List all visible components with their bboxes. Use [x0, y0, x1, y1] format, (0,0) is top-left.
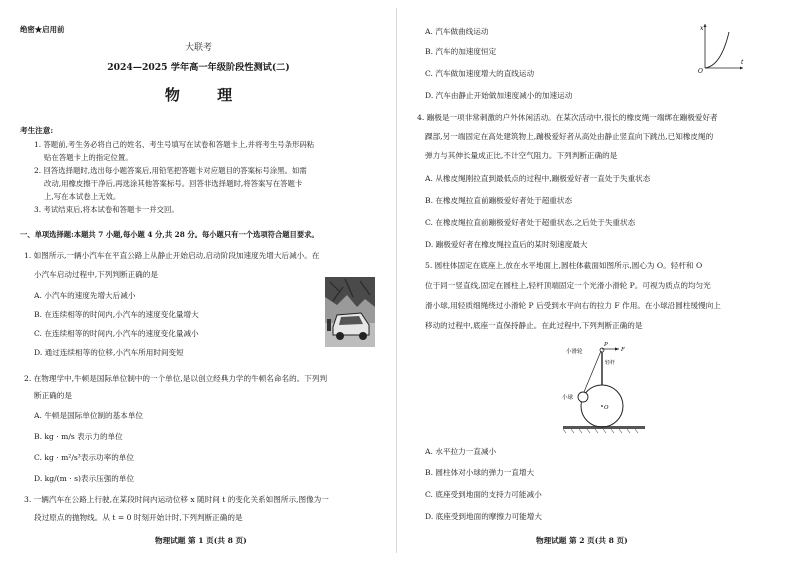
page-footer: 物理试题 第 2 页(共 8 页): [536, 536, 628, 545]
question-2-option-d: D. kg/(m · s)表示压强的单位: [34, 474, 135, 483]
question-5-option-d: D. 底座受到地面的摩擦力可能增大: [425, 512, 542, 521]
section-heading: 一、单项选择题:本题共 7 小题,每小题 4 分,共 28 分。每小题只有一个选项符合题目要求。: [20, 230, 319, 239]
organizer-title: 大联考: [184, 43, 212, 53]
question-4-option-b: B. 在橡皮绳拉直前蹦极爱好者处于超重状态: [425, 196, 573, 205]
question-4-option-c: C. 在橡皮绳拉直前蹦极爱好者处于超重状态,之后处于失重状态: [425, 218, 636, 227]
question-5-stem: 滑小球,用轻质细绳绕过小滑轮 P 后受到水平向右的拉力 F 作用。在小球沿圆柱缓慢向上: [425, 301, 721, 310]
question-5-option-a: A. 水平拉力一直减小: [425, 447, 497, 456]
pulley-p-label: P: [604, 342, 608, 348]
question-5-stem: 5. 圆柱体固定在底座上,放在水平地面上,圆柱体截面如图所示,圆心为 O。轻杆和 O: [425, 261, 703, 270]
question-5-stem: 位于同一竖直线,固定在圆柱上,轻杆顶端固定一个光滑小滑轮 P。可视为质点的均匀光: [425, 281, 711, 290]
rod-label: 轻杆: [605, 360, 616, 366]
graph-origin-label: O: [698, 68, 703, 75]
note-line: 2. 回答选择题时,选出每小题答案后,用铅笔把答题卡对应题目的答案标号涂黑。如需: [34, 166, 307, 175]
question-2-stem: 2. 在物理学中,牛顿是国际单位制中的一个单位,是以创立经典力学的牛顿名命名的。下列判: [24, 374, 328, 383]
question-1-option-b: B. 在连续相等的时间内,小汽车的速度变化量增大: [34, 310, 199, 319]
xt-graph: [697, 20, 747, 75]
pulley-label: 小滑轮: [566, 349, 583, 355]
graph-t-label: t: [741, 59, 744, 66]
question-2-option-a: A. 牛顿是国际单位制的基本单位: [34, 411, 144, 420]
question-1-stem: 小汽车启动过程中,下列判断正确的是: [34, 270, 158, 279]
cylinder-pulley-figure: [555, 342, 647, 434]
graph-x-label: x: [700, 25, 704, 32]
question-2-option-b: B. kg · m/s 表示力的单位: [34, 432, 123, 441]
note-line: 1. 答题前,考生务必将自己的姓名、考生号填写在试卷和答题卡上,并将考生号条形码粘: [34, 140, 315, 149]
question-5-option-b: B. 圆柱体对小球的弹力一直增大: [425, 468, 535, 477]
question-4-option-a: A. 从橡皮绳刚拉直到最低点的过程中,蹦极爱好者一直处于失重状态: [425, 174, 651, 183]
question-3-stem: 3. 一辆汽车在公路上行驶,在某段时间内运动位移 x 随时间 t 的变化关系如图所示,图像为一: [24, 495, 329, 504]
question-1-option-c: C. 在连续相等的时间内,小汽车的速度变化量减小: [34, 329, 199, 338]
question-3-option-d: D. 汽车由静止开始做加速度减小的加速运动: [425, 91, 573, 100]
page-2: [397, 0, 794, 561]
question-5-option-c: C. 底座受到地面的支持力可能减小: [425, 490, 542, 499]
note-line: 上,写在本试卷上无效。: [44, 192, 121, 201]
ball-label: 小球: [562, 395, 574, 401]
secret-mark: 绝密★启用前: [20, 25, 65, 34]
question-3-option-a: A. 汽车做曲线运动: [425, 27, 489, 36]
question-2-stem: 断正确的是: [34, 391, 72, 400]
center-o-label: O: [604, 405, 609, 411]
note-line: 3. 考试结束后,将本试卷和答题卡一并交回。: [34, 205, 179, 214]
question-2-option-c: C. kg · m²/s³表示功率的单位: [34, 453, 134, 462]
car-photo: [325, 277, 375, 347]
question-3-option-b: B. 汽车的加速度恒定: [425, 47, 497, 56]
question-4-option-d: D. 蹦极爱好者在橡皮绳拉直后的某时刻速度最大: [425, 240, 588, 249]
question-5-stem: 移动的过程中,底座一直保持静止。在此过程中,下列判断正确的是: [425, 321, 643, 330]
subject-title: 物 理: [164, 86, 249, 104]
notes-title: 考生注意:: [20, 126, 54, 135]
question-3-stem: 段过原点的抛物线。从 t = 0 时刻开始计时,下列判断正确的是: [34, 513, 243, 522]
question-4-stem: 4. 蹦极是一项非常刺激的户外休闲活动。在某次活动中,很长的橡皮绳一端绑在蹦极爱好者: [417, 113, 718, 122]
note-line: 贴在答题卡上的指定位置。: [44, 153, 133, 162]
page-footer: 物理试题 第 1 页(共 8 页): [155, 536, 247, 545]
question-1-option-a: A. 小汽车的速度先增大后减小: [34, 291, 136, 300]
note-line: 改动,用橡皮擦干净后,再选涂其他答案标号。回答非选择题时,将答案写在答题卡: [44, 179, 303, 188]
question-4-stem: 弹力与其伸长量成正比,不计空气阻力。下列判断正确的是: [425, 151, 618, 160]
question-3-option-c: C. 汽车做加速度增大的直线运动: [425, 69, 535, 78]
exam-title: 2024—2025 学年高一年级阶段性测试(二): [107, 62, 290, 73]
question-4-stem: 踝部,另一端固定在高处建筑物上,蹦极爱好者从高处由静止竖直向下跳出,已知橡皮绳的: [425, 132, 714, 141]
question-1-stem: 1. 如图所示,一辆小汽车在平直公路上从静止开始启动,启动阶段加速度先增大后减小。在: [24, 251, 320, 260]
force-f-label: F: [621, 347, 625, 353]
question-1-option-d: D. 通过连续相等的位移,小汽车所用时间变短: [34, 348, 184, 357]
